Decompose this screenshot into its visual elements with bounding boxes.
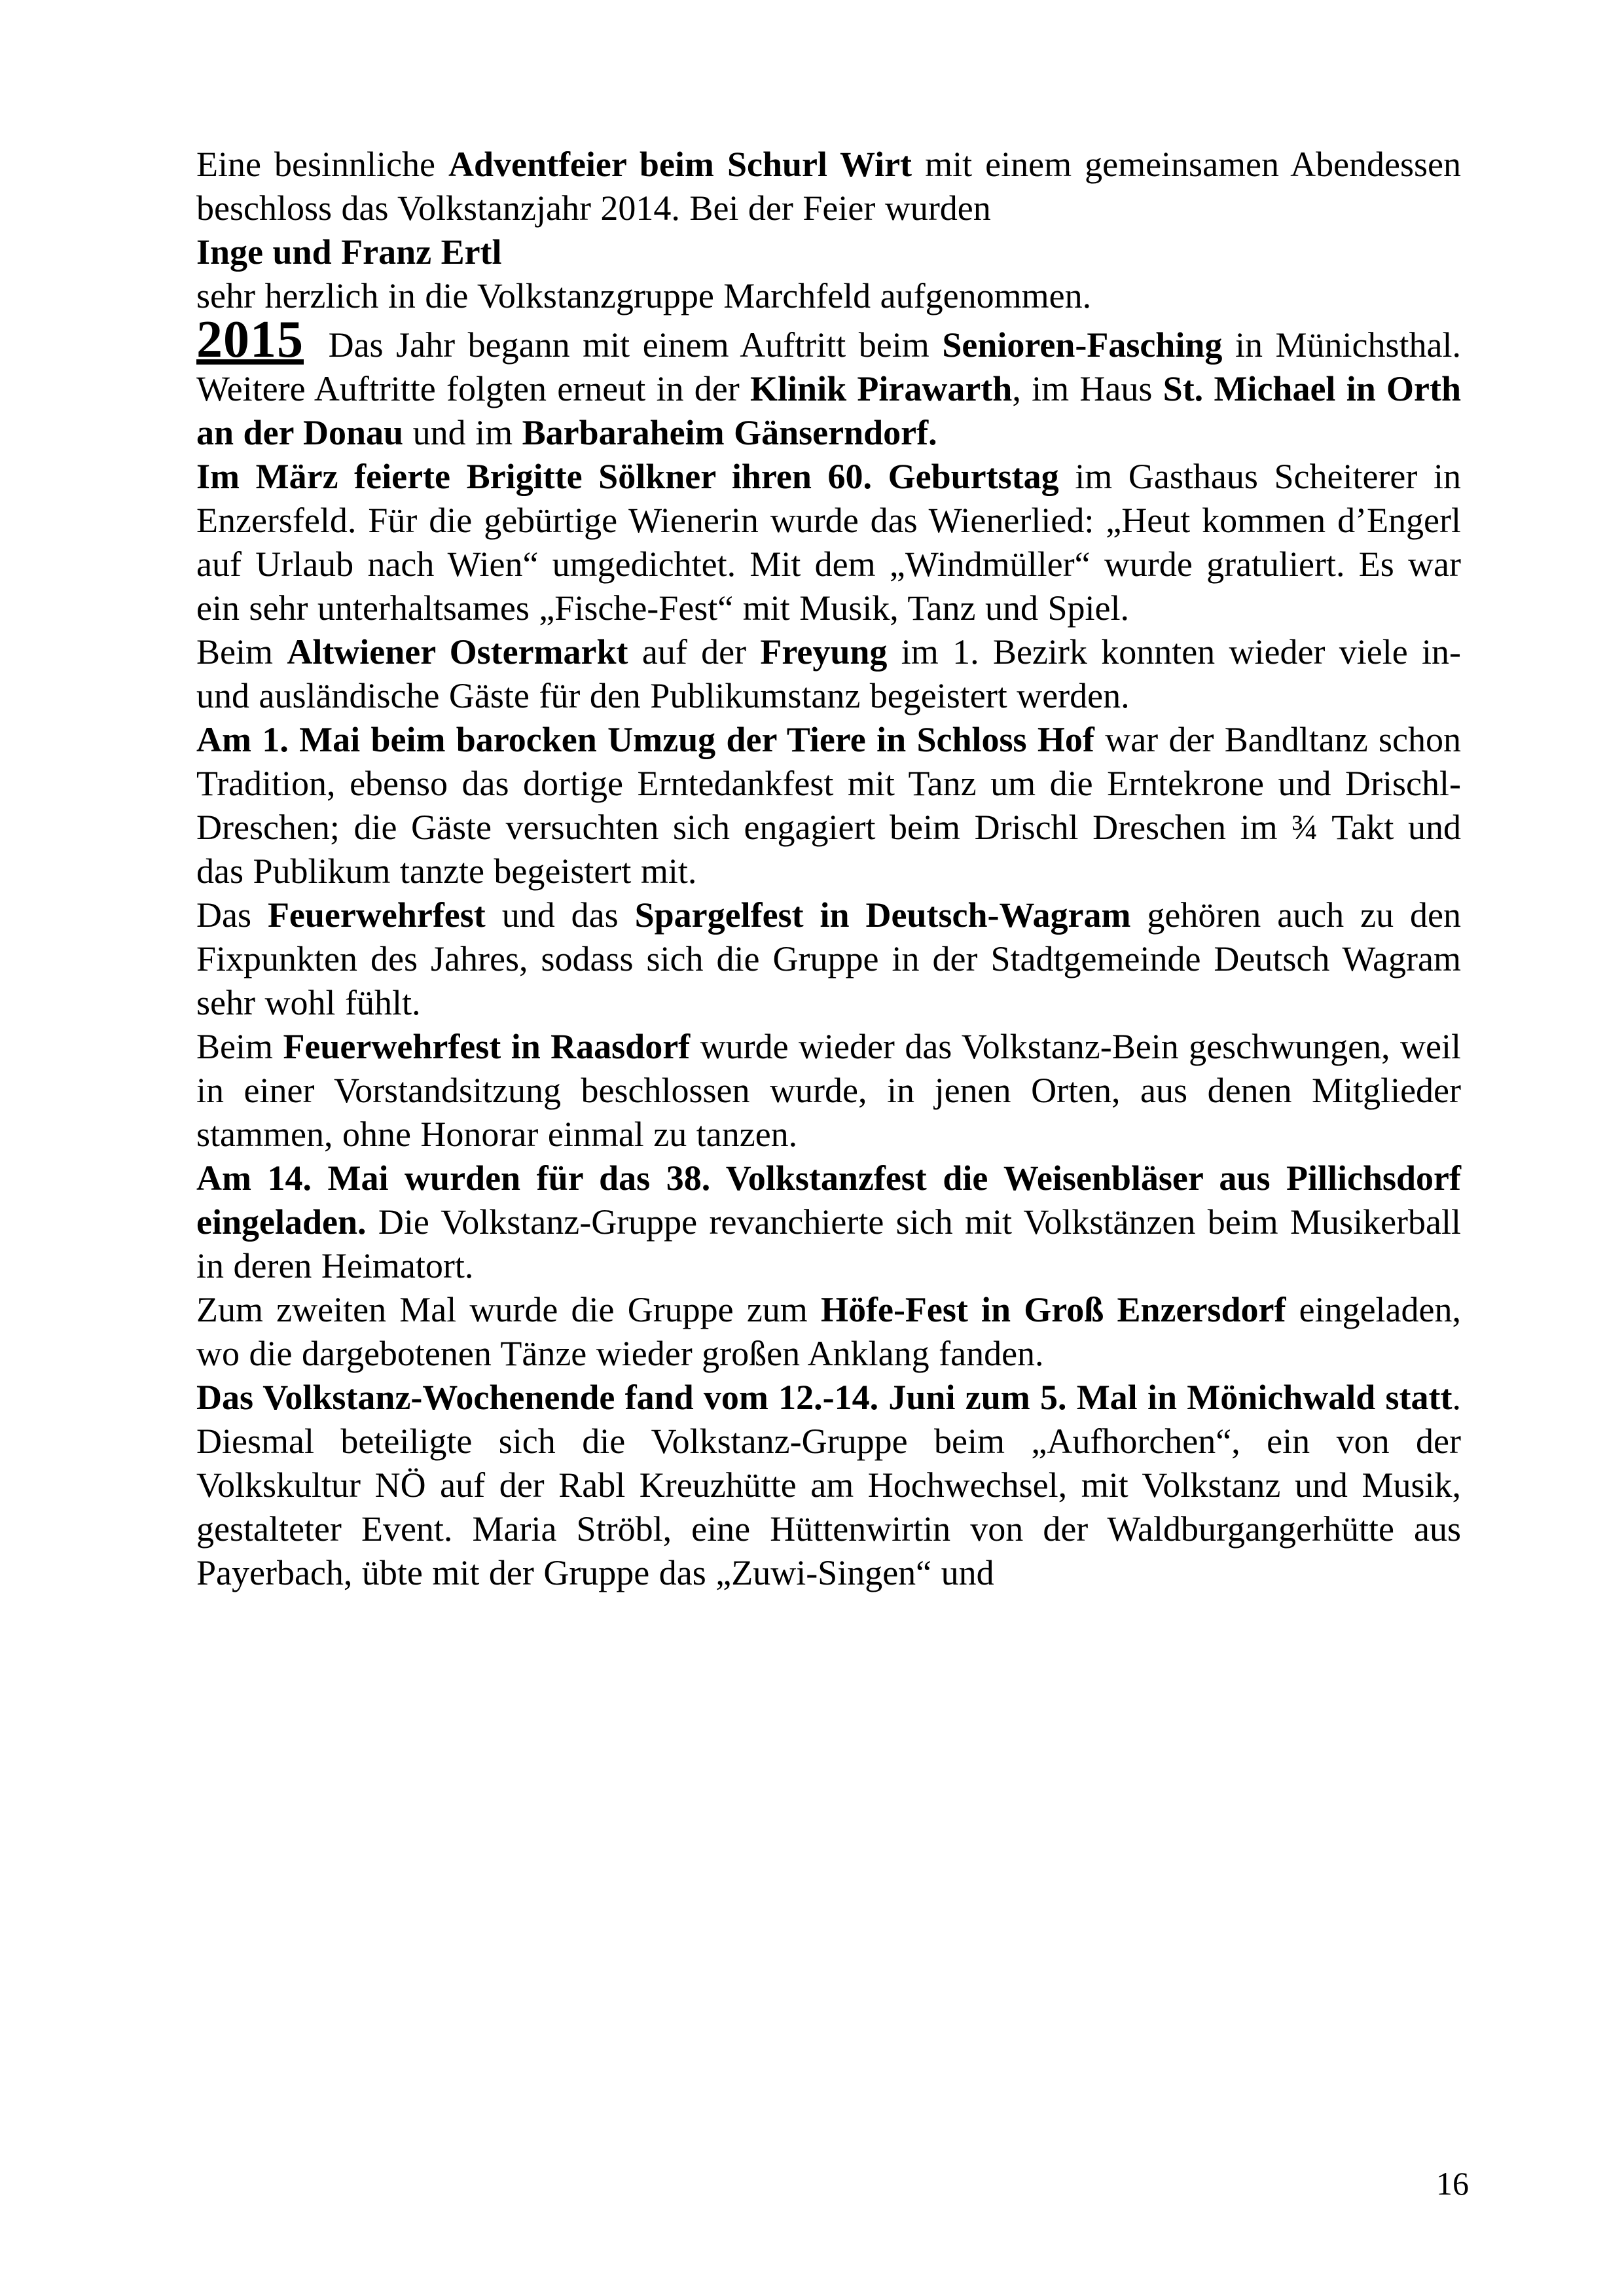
- text-run: 2015: [196, 311, 304, 368]
- text-run: sehr herzlich in die Volkstanzgruppe Marchfeld aufgenommen.: [196, 276, 1092, 315]
- text-run: wurde wieder das Volkstanz-Bein geschwungen, weil in einer Vorstandsitzung beschlossen wurde, in jenen Orten, aus denen Mitglieder stammen, ohne Honorar einmal zu tanzen.: [196, 1027, 1461, 1154]
- paragraph-ertl-names: [196, 230, 1461, 274]
- page-number: 16: [1436, 2165, 1469, 2202]
- paragraph-jahr-2015: [196, 311, 1461, 455]
- text-run: Feuerwehrfest: [267, 895, 486, 935]
- text-run: im Gasthaus Scheiterer in Enzersfeld. Für die gebürtige Wienerin wurde das Wienerlied: „Heut kommen d’Engerl auf Urlaub nach Wien“ umgedichtet. Mit dem „Windmüller“ wurde gratuliert. Es war ein sehr unterhaltsames „Fische-Fest“ mit Musik, Tanz und Spiel.: [196, 457, 1461, 628]
- text-run: Altwiener Ostermarkt: [287, 632, 628, 672]
- text-run: und im: [403, 413, 522, 452]
- text-run: Barbaraheim Gänserndorf.: [522, 413, 937, 452]
- paragraph-spargelfest: [196, 893, 1461, 1025]
- paragraph-maerz-geburtstag: [196, 455, 1461, 630]
- text-run: auf der: [628, 632, 761, 672]
- paragraph-hoefe-fest: [196, 1288, 1461, 1376]
- text-run: Zum zweiten Mal wurde die Gruppe zum: [196, 1290, 821, 1329]
- text-run: Das: [196, 895, 268, 935]
- text-run: in Münichsthal. Weitere Auftritte folgten erneut in der: [196, 325, 1461, 408]
- text-run: mit einem gemeinsamen Abendessen beschloss das Volkstanzjahr 2014. Bei der Feier wurden: [196, 145, 1462, 228]
- text-run: Am 14. Mai wurden für das 38. Volkstanzfest die Weisenbläser aus Pillichsdorf eingeladen.: [196, 1158, 1461, 1242]
- text-run: gehören auch zu den Fixpunkten des Jahres, sodass sich die Gruppe in der Stadtgemeinde Deutsch Wagram sehr wohl fühlt.: [196, 895, 1462, 1022]
- text-run: St. Michael in Orth an der Donau: [196, 369, 1461, 452]
- paragraph-moenichwald: [196, 1376, 1461, 1595]
- paragraph-adventfeier: [196, 143, 1461, 230]
- text-run: Spargelfest in Deutsch-Wagram: [634, 895, 1131, 935]
- paragraph-ostermarkt: [196, 630, 1461, 718]
- text-run: war der Bandltanz schon Tradition, ebenso das dortige Erntedankfest mit Tanz um die Erntekrone und Drischl-Dreschen; die Gäste versuchten sich engagiert beim Drischl Dreschen im ¾ Takt und das Publikum tanzte begeistert mit.: [196, 720, 1462, 891]
- text-run: Inge und Franz Ertl: [196, 232, 502, 272]
- text-run: Höfe-Fest in Groß Enzersdorf: [820, 1290, 1286, 1329]
- text-run: . Diesmal beteiligte sich die Volkstanz-Gruppe beim „Aufhorchen“, ein von der Volkskultur NÖ auf der Rabl Kreuzhütte am Hochwechsel, mit Volkstanz und Musik, gestalteter Event. Maria Ströbl, eine Hüttenwirtin von der Waldburgangerhütte aus Payerbach, übte mit der Gruppe das „Zuwi-Singen“ und: [196, 1378, 1461, 1592]
- paragraph-erster-mai: [196, 718, 1461, 893]
- paragraph-aufnahme: [196, 274, 1461, 318]
- text-run: Im März feierte Brigitte Sölkner ihren 60. Geburtstag: [196, 457, 1059, 496]
- text-run: Das Volkstanz-Wochenende fand vom 12.-14. Juni zum 5. Mal in Mönichwald statt: [196, 1378, 1453, 1417]
- text-run: Freyung: [760, 632, 888, 672]
- paragraph-raasdorf: [196, 1025, 1461, 1157]
- text-run: eingeladen, wo die dargebotenen Tänze wieder großen Anklang fanden.: [196, 1290, 1461, 1373]
- text-run: im 1. Bezirk konnten wieder viele in- und ausländische Gäste für den Publikumstanz begeistert werden.: [196, 632, 1462, 715]
- text-run: und das: [485, 895, 635, 935]
- text-run: Feuerwehrfest in Raasdorf: [283, 1027, 691, 1066]
- page-body-text: [196, 143, 1461, 1595]
- text-run: , im Haus: [1012, 369, 1163, 408]
- text-run: Eine besinnliche: [196, 145, 448, 184]
- text-run: Klinik Pirawarth: [750, 369, 1013, 408]
- text-run: Beim: [196, 632, 287, 672]
- text-run: Beim: [196, 1027, 283, 1066]
- text-run: Das Jahr begann mit einem Auftritt beim: [316, 325, 943, 365]
- text-run: Am 1. Mai beim barocken Umzug der Tiere in Schloss Hof: [196, 720, 1094, 759]
- text-run: Die Volkstanz-Gruppe revanchierte sich mit Volkstänzen beim Musikerball in deren Heimatort.: [196, 1202, 1461, 1285]
- paragraph-volkstanzfest: [196, 1157, 1461, 1288]
- text-run: Adventfeier beim Schurl Wirt: [448, 145, 912, 184]
- text-run: Senioren-Fasching: [942, 325, 1223, 365]
